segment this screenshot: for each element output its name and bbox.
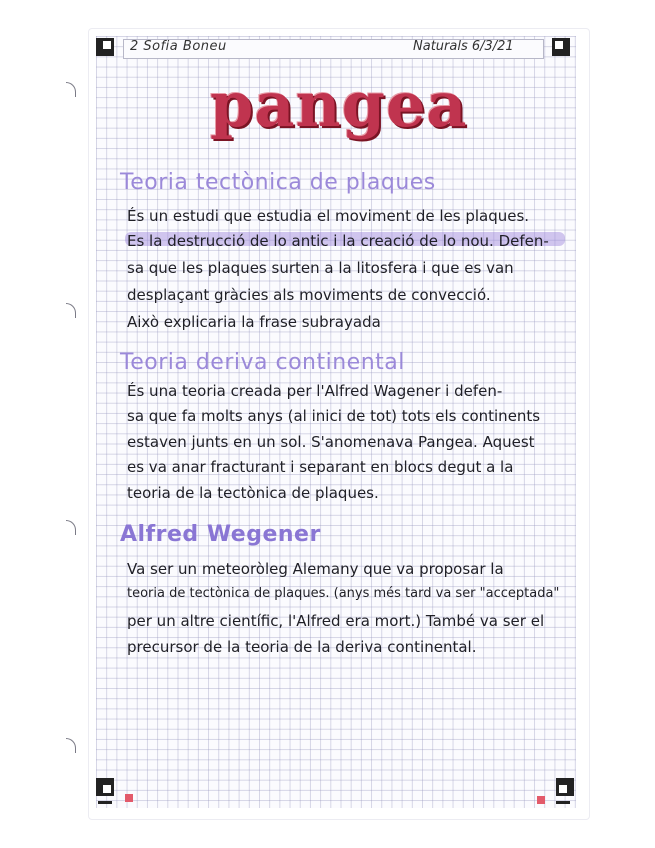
text-line: teoria de la tectònica de plaques. — [127, 484, 379, 502]
section-heading: Alfred Wegener — [120, 522, 321, 547]
page-title: pangea — [210, 68, 468, 141]
binder-ring — [66, 738, 76, 753]
corner-marker-top-right — [552, 38, 570, 56]
text-line: teoria de tectònica de plaques. (anys més tard va ser "acceptada" — [127, 586, 560, 601]
section-heading: Teoria deriva continental — [120, 350, 405, 375]
text-line: precursor de la teoria de la deriva continental. — [127, 638, 477, 656]
text-line: desplaçant gràcies als moviments de convecció. — [127, 286, 491, 304]
corner-marker-top-left — [96, 38, 114, 56]
pink-page-marker — [125, 794, 133, 802]
text-line: sa que les plaques surten a la litosfera i que es van — [127, 259, 514, 277]
text-line: Va ser un meteoròleg Alemany que va proposar la — [127, 560, 504, 578]
text-line: per un altre científic, l'Alfred era mort.) També va ser el — [127, 612, 545, 630]
text-line: És un estudi que estudia el moviment de les plaques. — [127, 207, 530, 225]
corner-marker-bottom-right — [556, 778, 574, 796]
text-line: estaven junts en un sol. S'anomenava Pangea. Aquest — [127, 433, 535, 451]
text-line: Això explicaria la frase subrayada — [127, 313, 381, 331]
binder-ring — [66, 520, 76, 535]
section-heading: Teoria tectònica de plaques — [120, 170, 436, 195]
text-line: sa que fa molts anys (al inici de tot) tots els continents — [127, 407, 541, 425]
pink-page-marker — [537, 796, 545, 804]
text-line: es va anar fracturant i separant en blocs degut a la — [127, 458, 514, 476]
binder-ring — [66, 303, 76, 318]
corner-marker-bottom-left — [96, 778, 114, 796]
binder-ring — [66, 82, 76, 97]
text-line: És una teoria creada per l'Alfred Wagener i defen- — [127, 382, 503, 400]
subject-date: Naturals 6/3/21 — [413, 39, 514, 54]
page-marker-bar — [98, 801, 112, 804]
student-name: 2 Sofia Boneu — [130, 39, 227, 54]
text-line: Es la destrucció de lo antic i la creació de lo nou. Defen- — [127, 232, 549, 250]
page-marker-bar — [556, 801, 570, 804]
